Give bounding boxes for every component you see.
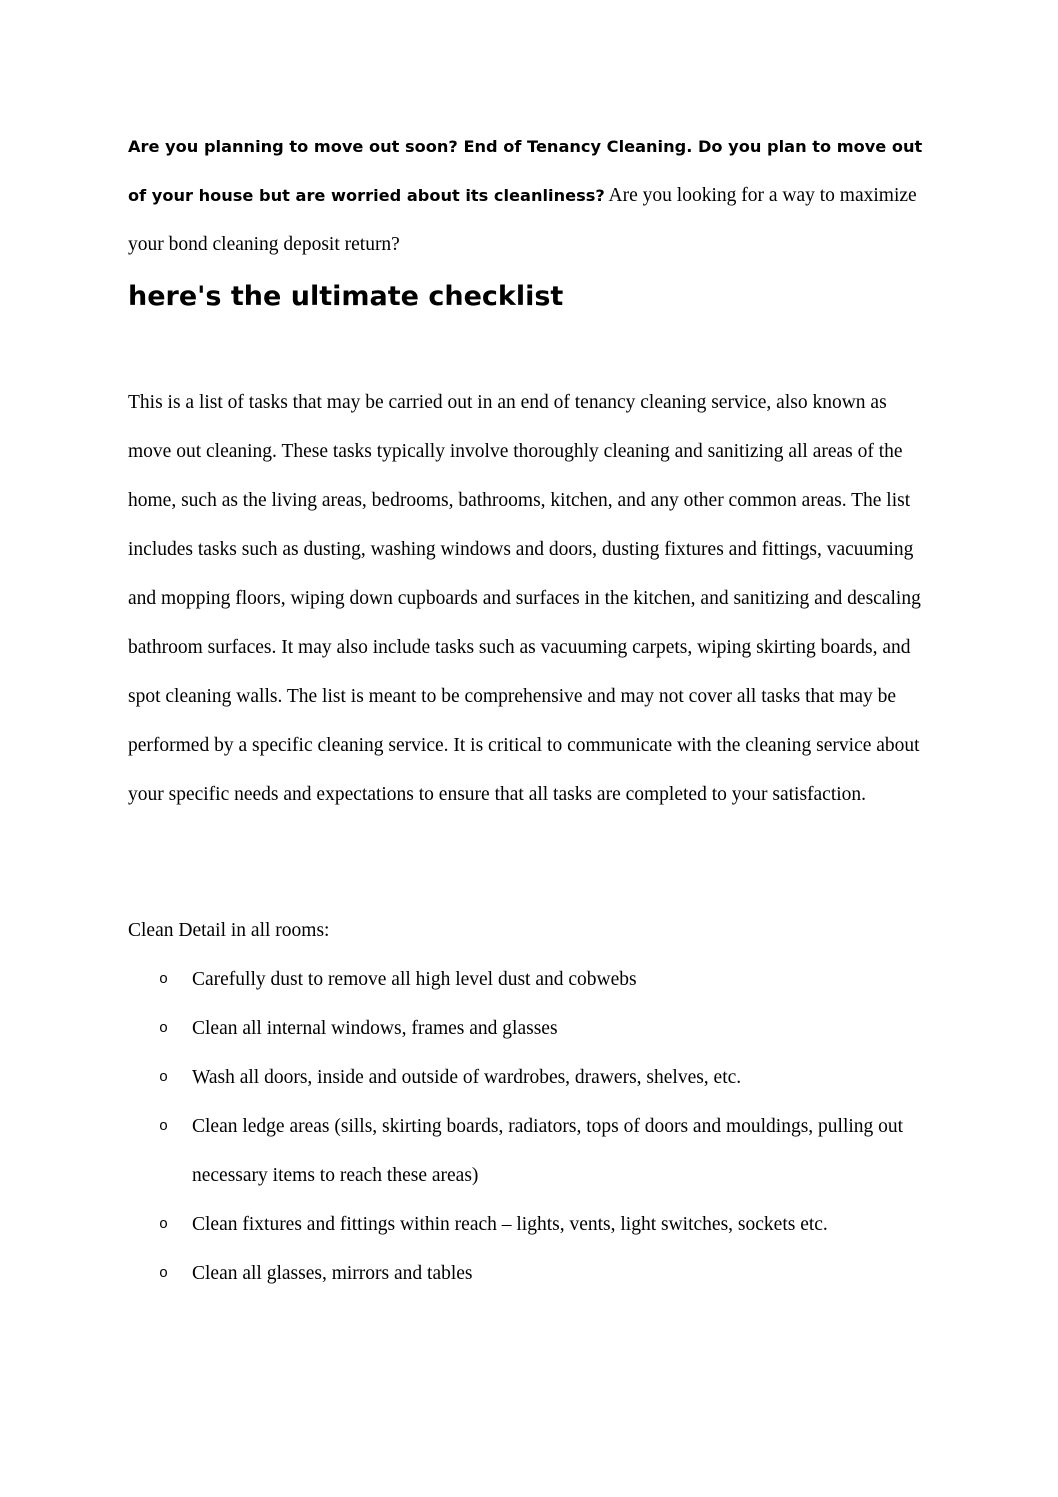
bullet-icon: o (159, 1069, 169, 1086)
task-item (128, 1004, 928, 1053)
task-text: Clean ledge areas (sills, skirting boards, radiators, tops of doors and mouldings, pulling out necessary items to reach these areas) (192, 1116, 904, 1186)
task-text: Carefully dust to remove all high level dust and cobwebs (192, 969, 637, 990)
bullet-icon: o (159, 971, 169, 988)
task-item (128, 1102, 928, 1200)
bullet-icon: o (159, 1216, 169, 1233)
intro-paragraph (128, 122, 928, 269)
task-item (128, 1053, 928, 1102)
description-paragraph: This is a list of tasks that may be carried out in an end of tenancy cleaning service, also known as move out cleaning. These tasks typically involve thoroughly cleaning and sanitizing all areas of the home, such as the living areas, bedrooms, bathrooms, kitchen, and any other common areas. The list includes tasks such as dusting, washing windows and doors, dusting fixtures and fittings, vacuuming and mopping floors, wiping down cupboards and surfaces in the kitchen, and sanitizing and descaling bathroom surfaces. It may also include tasks such as vacuuming carpets, wiping skirting boards, and spot cleaning walls. The list is meant to be comprehensive and may not cover all tasks that may be performed by a specific cleaning service. It is critical to communicate with the cleaning service about your specific needs and expectations to ensure that all tasks are completed to your satisfaction. (128, 392, 921, 805)
task-text: Clean all internal windows, frames and glasses (192, 1018, 558, 1039)
task-list (128, 955, 928, 1298)
task-item (128, 1249, 928, 1298)
task-item (128, 1200, 928, 1249)
intro-regular-text: Are you looking for a way to maximize your bond cleaning deposit return? (128, 185, 917, 255)
bullet-icon: o (159, 1118, 169, 1135)
task-text: Clean fixtures and fittings within reach – lights, vents, light switches, sockets etc. (192, 1214, 828, 1235)
bullet-icon: o (159, 1020, 169, 1037)
section-label: Clean Detail in all rooms: (128, 920, 330, 941)
task-text: Clean all glasses, mirrors and tables (192, 1263, 473, 1284)
intro-bold-text: Are you planning to move out soon? End of Tenancy Cleaning. Do you plan to move out of your house but are worried about its cleanliness? (128, 137, 923, 205)
checklist-heading: here's the ultimate checklist (128, 281, 564, 312)
task-text: Wash all doors, inside and outside of wardrobes, drawers, shelves, etc. (192, 1067, 742, 1088)
task-item (128, 955, 928, 1004)
bullet-icon: o (159, 1265, 169, 1282)
